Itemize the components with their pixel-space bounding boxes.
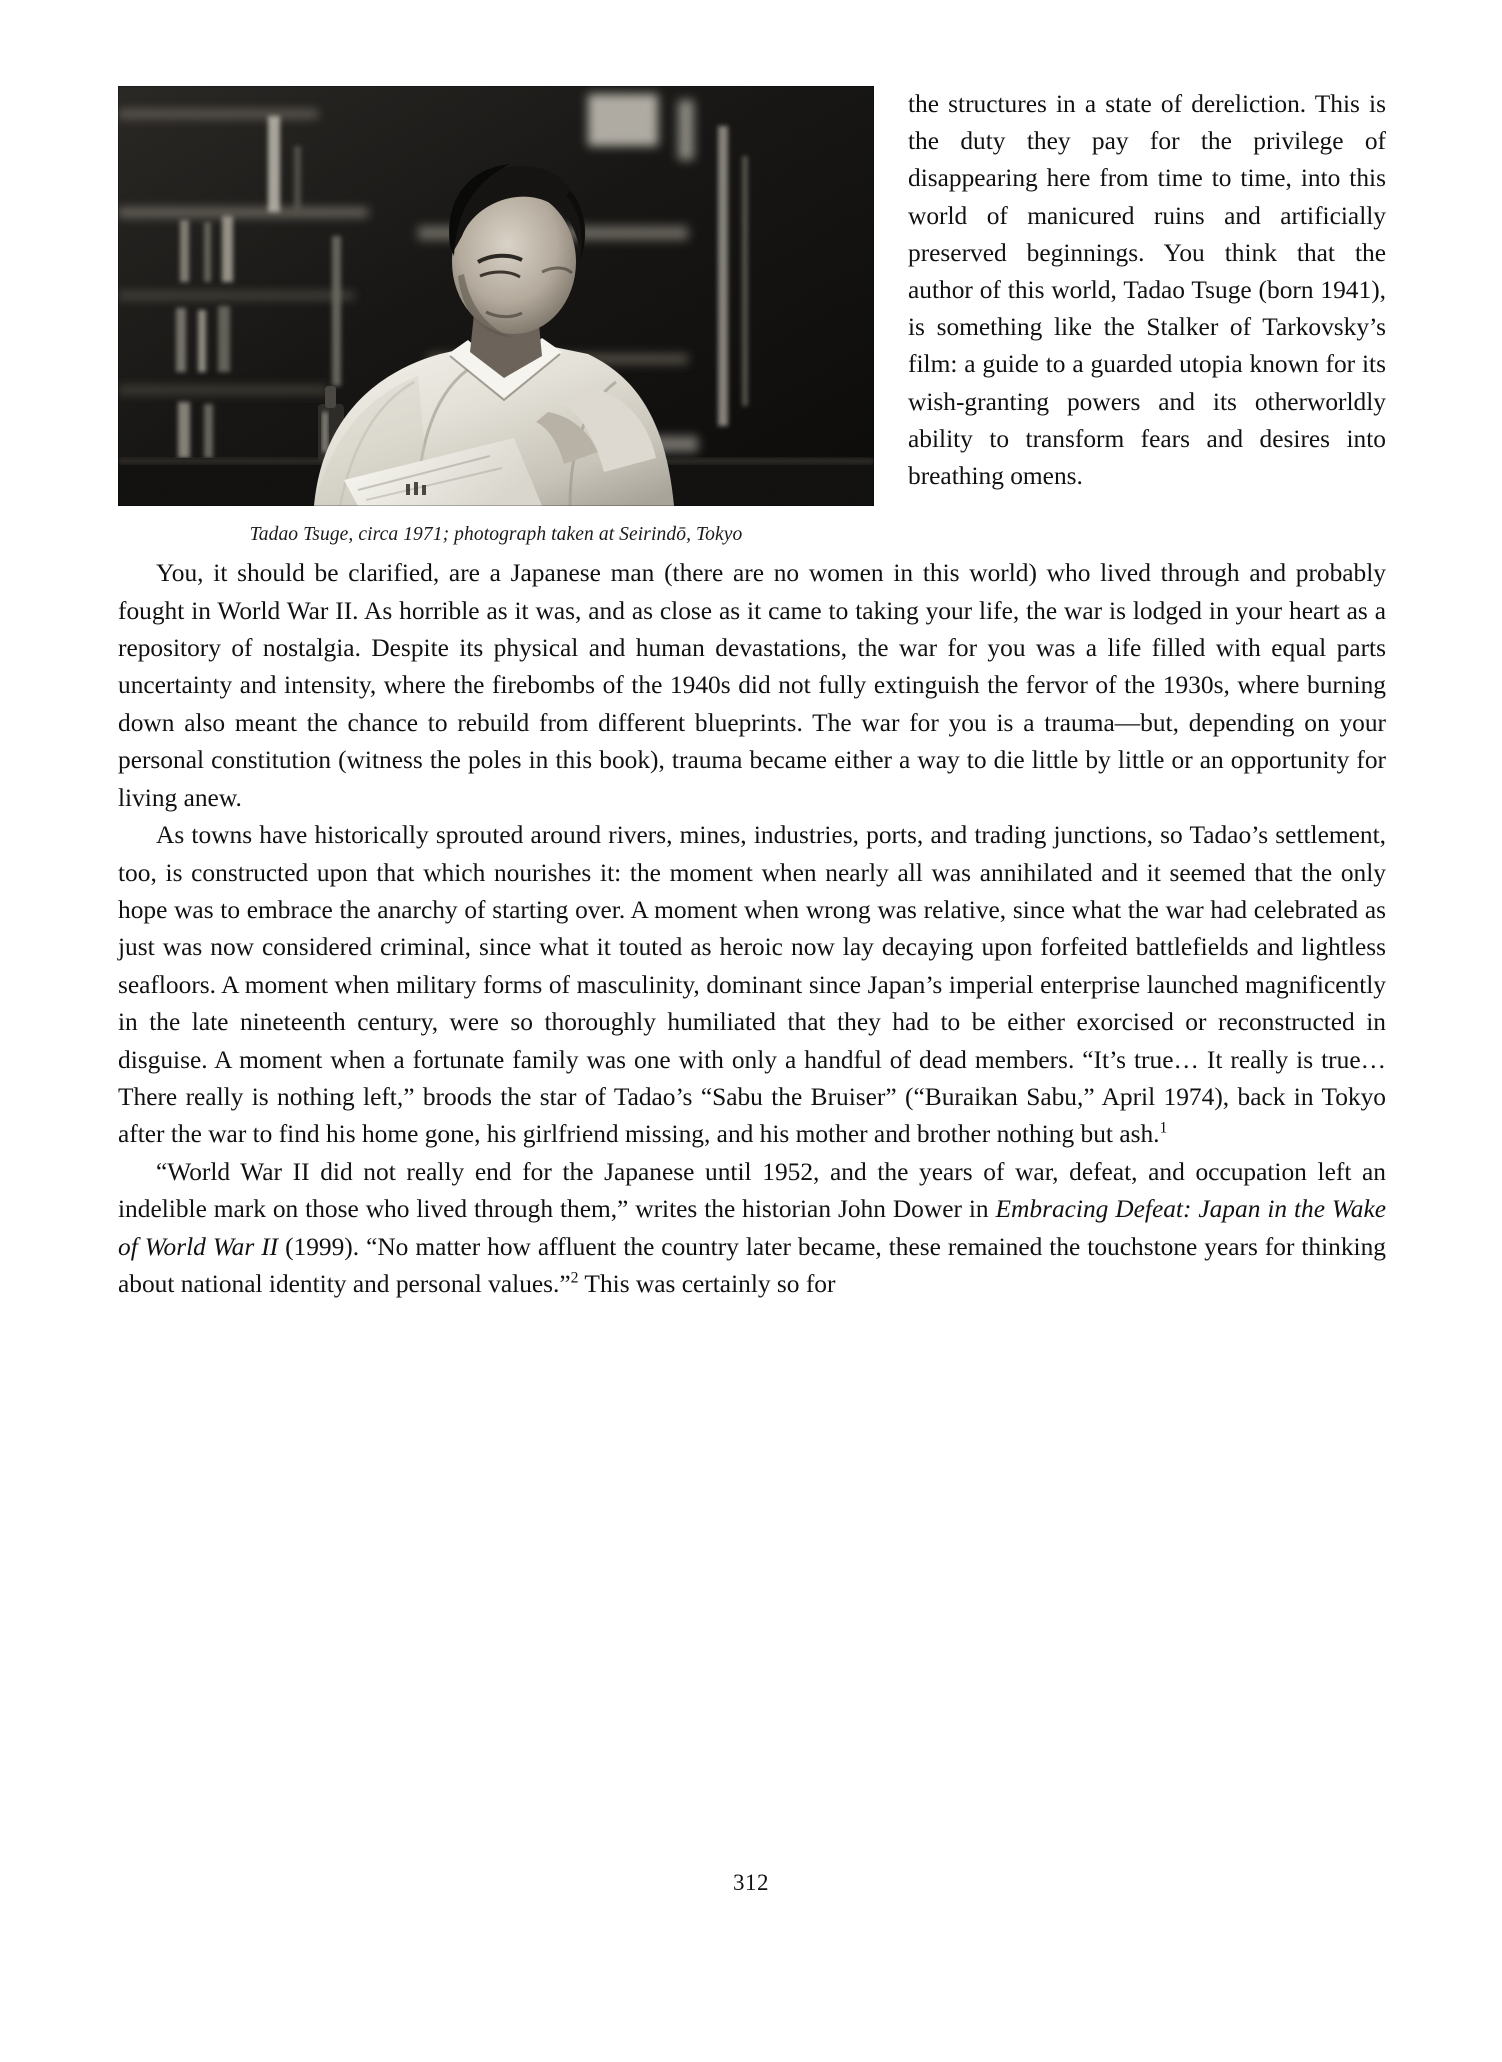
photograph-image: [118, 86, 874, 506]
footnote-marker-1[interactable]: 1: [1159, 1119, 1168, 1137]
figure-tadao-tsuge-photo: [118, 86, 874, 549]
paragraph-2: [118, 817, 1386, 1154]
book-title-embracing-defeat: Embracing Defeat: Japan in the Wake of World War II: [118, 1195, 1386, 1261]
paragraph-3: [118, 1154, 1386, 1304]
paragraph-3-middle: (1999). “No matter how affluent the country later became, these remained the touchstone years for thinking about national identity and personal values.”: [118, 1232, 1387, 1298]
paragraph-2-text: As towns have historically sprouted around rivers, mines, industries, ports, and trading junctions, so Tadao’s settlement, too, is constructed upon that which nourishes it: the moment when nearly all was annihilated and it seemed that the only hope was to embrace the anarchy of starting over. A moment when wrong was relative, since what the war had celebrated as just was now considered criminal, since what it touted as heroic now lay decaying upon forfeited battlefields and lightless seafloors. A moment when military forms of masculinity, dominant since Japan’s imperial enterprise launched magnificently in the late nineteenth century, were so thoroughly humiliated that they had to be either exorcised or reconstructed in disguise. A moment when a fortunate family was one with only a handful of dead members. “It’s true… It really is true… There really is nothing left,” broods the star of Tadao’s “Sabu the Bruiser” (“Buraikan Sabu,” April 1974), back in Tokyo after the war to find his home gone, his girlfriend missing, and his mother and brother nothing but ash.: [118, 821, 1386, 1149]
top-block: [118, 86, 1386, 545]
paragraph-3-tail: This was certainly so for: [578, 1269, 836, 1298]
paragraph-1: You, it should be clarified, are a Japanese man (there are no women in this world) who lived through and probably fought in World War II. As horrible as it was, and as close as it came to taking your life, the war is lodged in your heart as a repository of nostalgia. Despite its physical and human devastations, the war for you was a life filled with equal parts uncertainty and intensity, where the firebombs of the 1940s did not fully extinguish the fervor of the 1930s, where burning down also meant the chance to rebuild from different blueprints. The war for you is a trauma—but, depending on your personal constitution (witness the poles in this book), trauma became either a way to die little by little or an opportunity for living anew.: [118, 559, 1386, 812]
right-column-text: the structures in a state of dereliction. This is the duty they pay for the privilege of disappearing here from time to time, into this world of manicured ruins and artificially preserved beginnings. You think that the author of this world, Tadao Tsuge (born 1941), is something like the Stalker of Tarkovsky’s film: a guide to a guarded utopia known for its wish-granting powers and its otherworldly ability to transform fears and desires into breathing omens.: [908, 90, 1386, 491]
page-number: 312: [733, 1870, 769, 1895]
figure-caption: Tadao Tsuge, circa 1971; photograph taken at Seirindō, Tokyo: [249, 524, 743, 545]
footnote-marker-2[interactable]: 2: [570, 1269, 579, 1287]
body-text: [118, 555, 1386, 1303]
page-content: [118, 86, 1386, 1303]
paragraph-3-lead: “World War II did not really end for the Japanese until 1952, and the years of war, defeat, and occupation left an indelible mark on those who lived through them,” writes the historian John Dower in: [118, 1157, 1386, 1224]
